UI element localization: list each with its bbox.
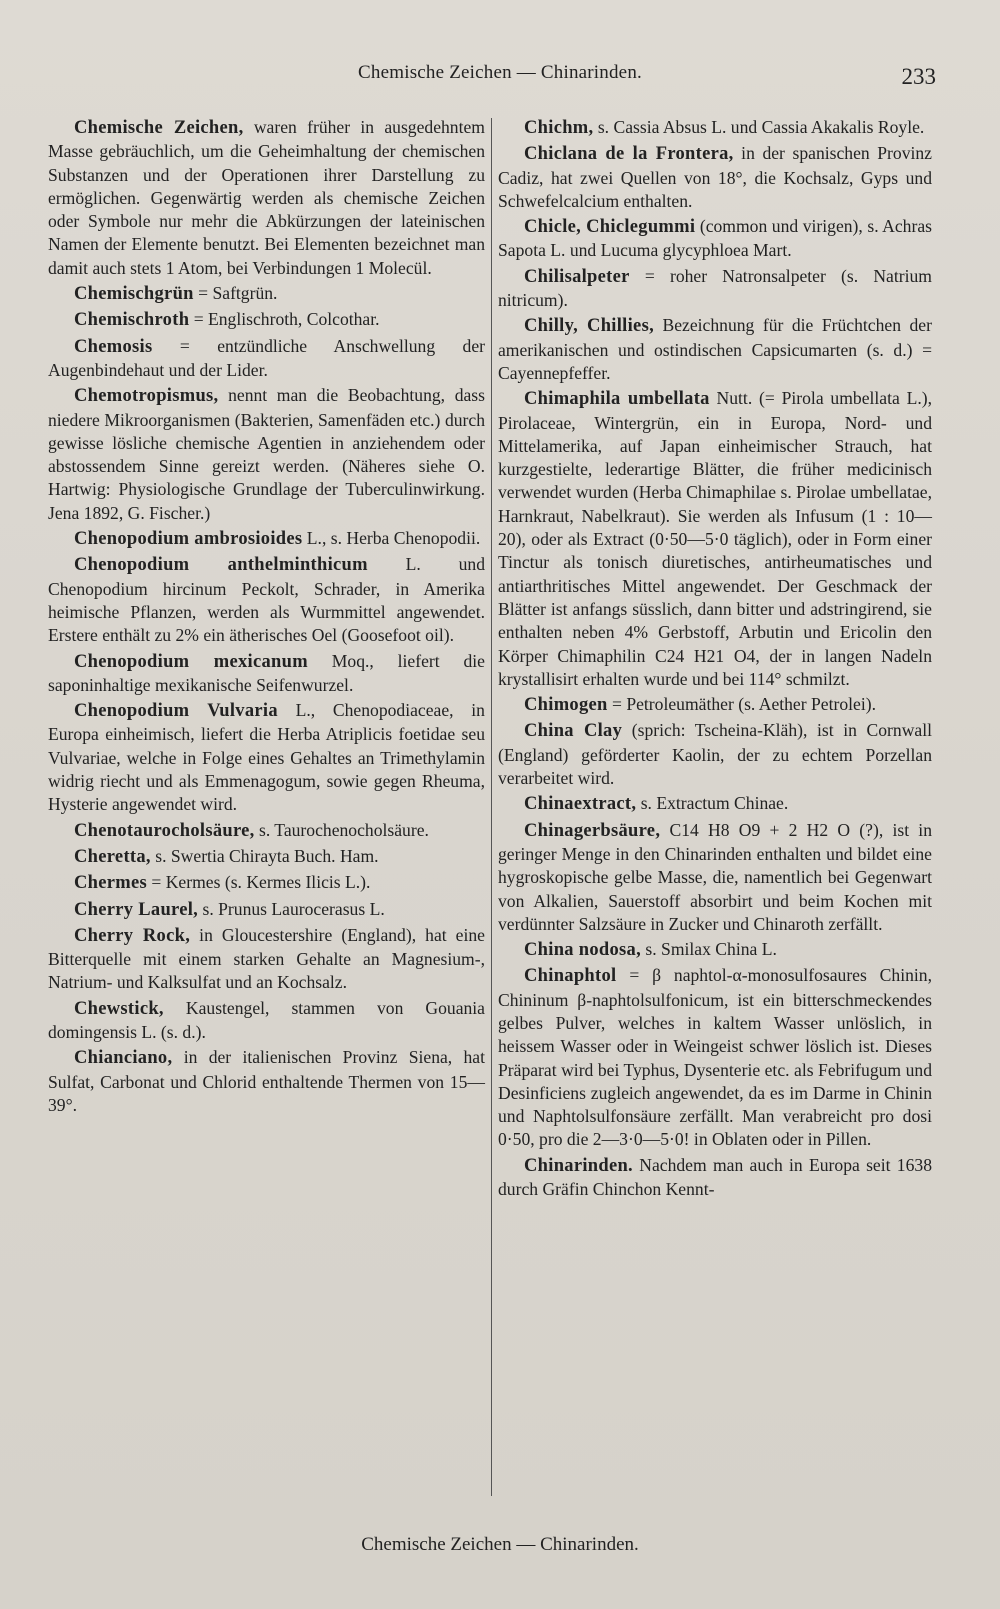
dictionary-entry	[48, 116, 485, 280]
entry-headword: China Clay	[524, 721, 623, 742]
entry-text: L. und Chenopodium hircinum Peckolt, Schrader, in Amerika heimische Pflanzen, werden als Wurmmittel angewendet. Erstere enthält zu 2% ein ätherisches Oel (Goosefoot oil).	[48, 554, 485, 646]
dictionary-entry	[498, 693, 932, 717]
entry-text: Bezeichnung für die Früchtchen der amerikanischen und ostindischen Capsicumarten (s. d.) = Cayennepfeffer.	[498, 315, 932, 383]
dictionary-entry	[498, 719, 932, 790]
entry-text: Moq., liefert die saponinhaltige mexikanische Seifenwurzel.	[48, 650, 485, 695]
dictionary-entry	[48, 335, 485, 383]
dictionary-entry	[48, 699, 485, 816]
entry-headword: Chianciano,	[74, 1048, 173, 1069]
entry-headword: Chilly, Chillies,	[524, 316, 654, 337]
entry-text: = entzündliche Anschwellung der Augenbindehaut und der Lider.	[48, 335, 485, 380]
dictionary-entry	[48, 1046, 485, 1117]
running-title: Chemische Zeichen — Chinarinden.	[358, 62, 642, 83]
entry-headword: Chermes	[74, 873, 147, 894]
entry-text: C14 H8 O9 + 2 H2 O (?), ist in geringer Menge in den Chinarinden enthalten und bildet eine hygroskopische gelbe Masse, die, namentlich bei Gegenwart von Alkalien, Sauerstoff absorbirt und beim Kochen mit verdünnter Salzsäure in Zucker und Chinaroth zerfällt.	[498, 819, 932, 934]
entry-headword: Chemischgrün	[74, 284, 194, 305]
entry-headword: Chenotaurocholsäure,	[74, 820, 255, 841]
right-column	[498, 116, 932, 1203]
entry-text: = β naphtol-α-monosulfosaures Chinin, Chininum β-naphtolsulfonicum, ist ein bitterschmeckendes gelbes Pulver, welches in kaltem Wasser unlöslich, in heissem Wasser oder in Weingeist schwer löslich ist. Dieses Präparat wird bei Typhus, Dysenterie etc. als Febrifugum und Desinficiens zugleich angewendet, da es im Darme in Chinin und Naphtolsulfonsäure zerfällt. Man verabreicht pro dosi 0·50, pro die 2—3·0—5·0! in Oblaten oder in Pillen.	[498, 965, 932, 1150]
entry-headword: Chemotropismus,	[74, 386, 219, 407]
entry-text: s. Prunus Laurocerasus L.	[198, 898, 385, 919]
entry-headword: Chimogen	[524, 695, 608, 716]
entry-text: s. Cassia Absus L. und Cassia Akakalis Royle.	[593, 117, 925, 137]
entry-headword: Cherry Laurel,	[74, 899, 199, 920]
dictionary-entry	[48, 819, 485, 843]
dictionary-entry	[498, 387, 932, 691]
entry-text: waren früher in ausgedehntem Masse gebräuchlich, um die Geheimhaltung der chemischen Substanzen und der Operationen ihrer Darstellung zu ermöglichen. Gegenwärtig werden als chemische Zeichen oder Symbole nur mehr die Abkürzungen der lateinischen Namen der Elemente benutzt. Bei Elementen bezeichnet man damit auch stets 1 Atom, bei Verbindungen 1 Molecül.	[48, 117, 485, 278]
entry-text: Nutt. (= Pirola umbellata L.), Pirolaceae, Wintergrün, ein in Europa, Nord- und Mittelamerika, auf Japan einheimischer Strauch, hat kurzgestielte, lederartige Blätter, die früher medicinisch verwendet wurden (Herba Chimaphilae s. Pirolae umbellatae, Harnkraut, Nabelkraut). Sie werden als Infusum (1 : 10—20), oder als Extract (0·50—5·0 täglich), oder in Form einer Tinctur als tonisch diuretisches, antirheumatisches und antiarthritisches Mittel angewendet. Der Geschmack der Blätter ist anfangs süsslich, dann bitter und adstringirend, sie enthalten neben 4% Gerbstoff, Arbutin und Ericolin den Körper Chimaphilin C24 H21 O4, der in langen Nadeln krystallisirt erhalten wurde und bei 114° schmilzt.	[498, 388, 933, 689]
entry-headword: Cheretta,	[74, 846, 151, 867]
entry-headword: Chenopodium anthelminthicum	[74, 555, 368, 576]
entry-text: s. Smilax China L.	[641, 939, 777, 960]
entry-text: in der spanischen Provinz Cadiz, hat zwei Quellen von 18°, die Kochsalz, Gyps und Schwefelcalcium enthalten.	[498, 143, 932, 211]
dictionary-entry	[48, 650, 485, 698]
left-column	[48, 116, 485, 1119]
entry-headword: Chemosis	[74, 336, 153, 357]
entry-headword: Chenopodium mexicanum	[74, 651, 308, 672]
entry-headword: China nodosa,	[524, 940, 642, 961]
entry-text: s. Taurochenocholsäure.	[254, 819, 429, 840]
entry-headword: Chemische Zeichen,	[74, 118, 244, 138]
dictionary-entry	[48, 997, 485, 1045]
page-footer: Chemische Zeichen — Chinarinden.	[361, 1534, 639, 1555]
dictionary-entry	[498, 116, 932, 140]
entry-text: = roher Natronsalpeter (s. Natrium nitricum).	[498, 265, 932, 311]
entry-headword: Chimaphila umbellata	[524, 389, 710, 410]
entry-text: nennt man die Beobachtung, dass niedere Mikroorganismen (Bakterien, Samenfäden etc.) durch gewisse lösliche chemische Agentien in anziehendem oder abstossendem Sinne gereizt werden. (Näheres siehe O. Hartwig: Physiologische Grundlage der Tuberculinwirkung. Jena 1892, G. Fischer.)	[48, 385, 485, 523]
entry-text: = Saftgrün.	[193, 283, 278, 304]
entry-headword: Chinarinden.	[524, 1155, 633, 1176]
entry-headword: Chichm,	[524, 118, 594, 138]
column-divider	[491, 118, 492, 1496]
entry-text: = Petroleumäther (s. Aether Petrolei).	[607, 694, 876, 715]
dictionary-entry	[498, 964, 932, 1151]
entry-headword: Cherry Rock,	[74, 925, 191, 946]
dictionary-entry	[48, 845, 485, 869]
dictionary-entry	[498, 1154, 932, 1202]
dictionary-entry	[48, 384, 485, 525]
entry-text: s. Extractum Chinae.	[636, 793, 789, 814]
entry-headword: Chicle, Chiclegummi	[524, 217, 696, 238]
entry-text: (sprich: Tscheina-Kläh), ist in Cornwall (England) geförderter Kaolin, der zu echtem Porzellan verarbeitet wird.	[498, 720, 933, 789]
dictionary-entry	[498, 792, 932, 816]
entry-text: Nachdem man auch in Europa seit 1638 durch Gräfin Chinchon Kennt-	[498, 1154, 932, 1200]
entry-text: s. Swertia Chirayta Buch. Ham.	[150, 845, 379, 866]
entry-headword: Chemischroth	[74, 310, 190, 331]
entry-text: in der italienischen Provinz Siena, hat Sulfat, Carbonat und Chlorid enthaltende Thermen von 15—39°.	[48, 1047, 485, 1115]
entry-text: in Gloucestershire (England), hat eine Bitterquelle mit einem starken Gehalte an Magnesium-, Natrium- und Kalksulfat und an Kochsalz.	[48, 924, 485, 993]
dictionary-entry	[48, 553, 485, 647]
entry-text: = Englischroth, Colcothar.	[189, 309, 380, 330]
dictionary-entry	[498, 215, 932, 263]
entry-text: L., s. Herba Chenopodii.	[302, 528, 481, 549]
entry-headword: Chinagerbsäure,	[524, 820, 661, 841]
dictionary-entry	[498, 142, 932, 213]
dictionary-entry	[48, 871, 485, 895]
dictionary-entry	[498, 265, 932, 313]
page-number: 233	[901, 64, 936, 89]
entry-headword: Chinaphtol	[524, 966, 617, 987]
entry-text: Kaustengel, stammen von Gouania domingensis L. (s. d.).	[48, 997, 485, 1042]
dictionary-entry	[498, 314, 932, 385]
entry-text: L., Chenopodiaceae, in Europa einheimisch, liefert die Herba Atriplicis foetidae seu Vulvariae, welche in Folge eines Gehaltes an Trimethylamin widrig riecht und als Emmenagogum, sowie gegen Rheuma, Hysterie angewendet wird.	[48, 700, 485, 815]
entry-headword: Chinaextract,	[524, 794, 637, 815]
entry-headword: Chenopodium ambrosioides	[74, 529, 303, 550]
entry-headword: Chenopodium Vulvaria	[74, 701, 278, 722]
entry-headword: Chilisalpeter	[524, 266, 630, 287]
entry-text: = Kermes (s. Kermes Ilicis L.).	[147, 872, 371, 893]
entry-headword: Chiclana de la Frontera,	[524, 144, 734, 165]
dictionary-entry	[48, 527, 485, 551]
dictionary-entry	[48, 282, 485, 306]
entry-headword: Chewstick,	[74, 998, 164, 1019]
dictionary-entry	[498, 938, 932, 962]
dictionary-entry	[48, 308, 485, 332]
dictionary-entry	[48, 924, 485, 995]
dictionary-entry	[48, 898, 485, 922]
entry-text: (common und virigen), s. Achras Sapota L. und Lucuma glycyphloea Mart.	[498, 216, 932, 261]
dictionary-entry	[498, 819, 932, 936]
